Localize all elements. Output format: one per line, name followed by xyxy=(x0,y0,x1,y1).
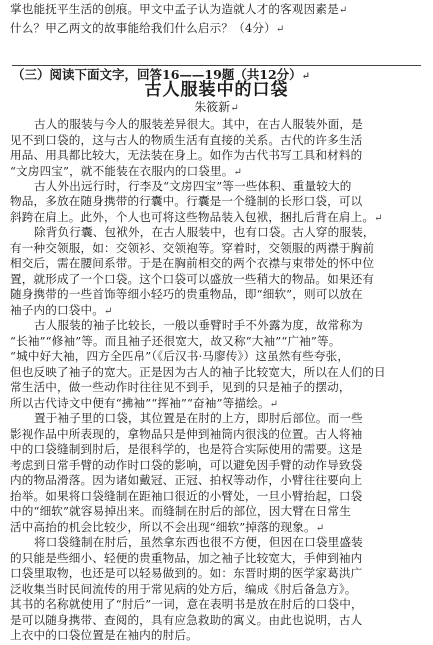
article-line: 活中高抬的机会比较少，所以不会出现“细软”掉落的现象。↵ xyxy=(10,519,325,534)
article-line: 见不到口袋的，这与古人的物质生活有直接的关系。古代的许多生活 xyxy=(10,132,363,147)
article-line: “文房四宝”，就不能装在衣服内的口袋里。↵ xyxy=(10,163,243,178)
article-line: 物品，多放在随身携带的行囊中。行囊是一个缝制的长形口袋，可以 xyxy=(10,194,363,209)
article-line: 常生活中，做一些动作时往往见不到手，见到的只是袖子的摆动， xyxy=(10,380,351,395)
article-line: “长袖”“修袖”等。而且袖子还很宽大，故又称“大袖”“广袖”等。 xyxy=(10,333,341,348)
article-line: 泛收集当时民间流传的用于常见病的处方后，编成《肘后备急方》。 xyxy=(10,581,357,596)
article-line: 除背负行囊、包袱外，在古人服装中，也有口袋。古人穿的服装， xyxy=(34,225,375,240)
article-line: 古人服装的袖子比较长，一般以垂臂时手不外露为度，故常称为 xyxy=(34,318,363,333)
paragraph-mark: ↵ xyxy=(374,212,383,224)
article-line: 袖子内的口袋中。↵ xyxy=(10,302,113,317)
article-line: 所以古代诗文中便有“拂袖”“挥袖”“奋袖”等描绘。↵ xyxy=(10,395,279,410)
article-line: “城中好大袖，四方全匹帛”（《后汉书·马廖传》）这虽然有些夸张， xyxy=(10,349,350,364)
article-line: 内的物品滑落。因为诸如戴冠、正冠、拍权等动作，小臂往往要向上 xyxy=(10,473,363,488)
paragraph-mark: ↵ xyxy=(103,305,113,317)
article-line: 将口袋缝制在肘后，虽然拿东西也很不方便，但因在口袋里盛装 xyxy=(34,535,363,550)
paragraph-mark: ↵ xyxy=(233,166,243,178)
article-line: 其书的名称就使用了“肘后”一词，意在表明书是放在肘后的口袋中， xyxy=(10,597,363,611)
article-line: 置，就形成了一个口袋。这个口袋可以盛放一些稍大的物品。如果还有 xyxy=(10,271,375,286)
article-line: 的只能是些细小、轻便的贵重物品，加之袖子比较宽大，手伸到袖内 xyxy=(10,550,363,565)
article-line: 用品、用具都比较大，无法装在身上。如作为古代书写工具和材料的 xyxy=(10,148,363,162)
article-line: 中的口袋缝制到肘后，是很科学的，也是符合实际使用的需要。这是 xyxy=(10,442,363,457)
article-line: 考虑到日常手臂的动作时口袋的影响，可以避免因手臂的动作导致袋 xyxy=(10,457,363,472)
article-line: 是可以随身携带、查阅的，具有应急救助的寓义。由此也说明，古人 xyxy=(10,612,363,627)
article-line: 古人的服装与今人的服装差异很大。其中，在古人服装外面，是 xyxy=(34,117,363,131)
article-line: 抬举。如果将口袋缝制在距袖口很近的小臂处，一旦小臂抬起，口袋 xyxy=(10,488,363,503)
question-tail-line-1: 掌也能抚平生活的创痕。甲文中孟子认为造就人才的客观因素是↵ xyxy=(10,2,348,16)
article-line: 影视作品中所表现的，拿物品只是伸到袖筒内很浅的位置。古人将袖 xyxy=(10,426,363,441)
question-tail-line-2: 什么？甲乙两文的故事能给我们什么启示？（4分）↵ xyxy=(10,21,285,35)
article-line: 有一种交领服，如：交领衫、交领袍等。穿着时，交领服的两襟于胸前 xyxy=(10,240,375,255)
article-line: 但也反映了袖子的宽大。正是因为古人的袖子比较宽大，所以在人们的日 xyxy=(10,364,386,379)
article-line: 随身携带的一些首饰等细小轻巧的贵重物品，即“细软”，则可以放在 xyxy=(10,287,363,302)
article-line: 上衣中的口袋位置是在袖内的肘后。 xyxy=(10,628,198,642)
article-line: 中的“细软”就容易掉出来。而缝制在肘后的部位，因大臂在日常生 xyxy=(10,504,351,519)
article-line: 置于袖子里的口袋，其位置是在肘的上方，即肘后部位。而一些 xyxy=(34,411,363,426)
paragraph-mark: ↵ xyxy=(315,522,325,534)
article-author: 朱筱新↵ xyxy=(194,100,239,114)
article-title: 古人服装中的口袋 xyxy=(144,80,289,100)
section-heading: （三）阅读下面文字，回答16——19题（共12分）↵ xyxy=(12,67,311,82)
article-line: 相交后，需在腰间系带。于是在胸前相交的两个衣襟与束带处的怀中位 xyxy=(10,256,375,271)
article-line: 口袋里取物，也还是可以轻易做到的。如：东晋时期的医学家葛洪广 xyxy=(10,566,363,581)
paragraph-mark: ↵ xyxy=(269,398,279,410)
article-line: 古人外出远行时，行李及“文房四宝”等一些体积、重量较大的 xyxy=(34,178,352,193)
article-line: 斜跨在肩上。此外，个人也可将这些物品装入包袱，捆扎后背在肩上。↵ xyxy=(10,209,383,224)
